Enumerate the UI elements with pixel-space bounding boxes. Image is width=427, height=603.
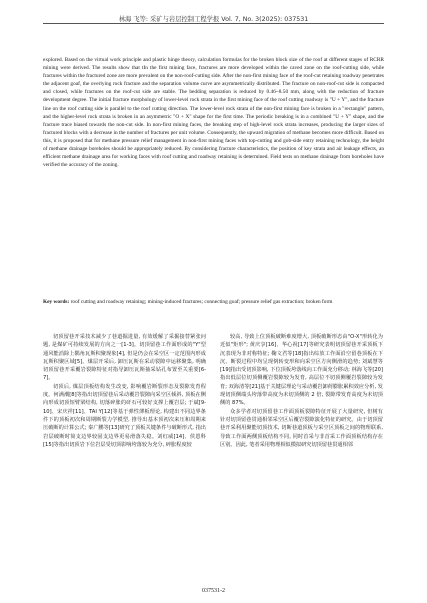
header-rule	[43, 23, 384, 24]
page-number: 037531-2	[202, 588, 225, 594]
body-paragraph: 切顶后, 煤层顶板结构发生改变, 影响覆岩断裂形态及裂隙发育程度。何满潮[8]等指出切顶留巷后采动覆岩裂隙向采空区倾斜, 顶板在侧向形成切顶短臂梁结构, 切落碎胀的矸石可较好支撑上覆岩层; 于斌[9-10]、宋庆祥[11]、TAI Y[12]等基于弹性薄板理论, 构建出不同边界条件下的顶板初次和周期断裂力学模型, 推导出基本顶初次来压和周期来压破断的计算公式; 秦广鹏等[13]研究了顶板关键条件与破断形式, 指出岩层破断时简支边界较固支边界更易滑落失稳。刘红威[14]、侯恩科[15]等指出切顶岩下位岩层受切顶影响垮落较为充分, 碎胀程度较	[43, 383, 206, 448]
body-column-left	[43, 333, 206, 449]
body-column-right	[220, 333, 383, 449]
running-head: 林海 飞等: 采矿与岩层控制工程学报 Vol. 7, No. 3(2025): 037531	[118, 16, 309, 23]
keywords-text: roof cutting and roadway retaining; mining-induced fractures; connecting goaf; pressure relief gas extraction; broken form	[70, 299, 333, 305]
abstract-text: explored. Based on the virtual work principle and plastic hinge theory, calculation formulas for the broken block size of the roof at different stages of RCRR mining were derived. The results show that tIn the first mining face, fractures are more developed within the caved zone on the roof-cutting side, while fractures within the fractured zone are more prevalent on the non-roof-cutting side. After the non-first mining face of the roof-cut retaining roadway penetrates the adjacent goaf, the overlying rock fracture and the separation volume curve are asymmetrically distributed. The fracture on non-roof-cut side is compacted and closed, while fractures on the roof-cut side are stable. The bedding separation is reduced by 0.46~8.50 mm, along with the reduction of fracture development degree. The initial fracture morphology of lower-level rock strata in the first mining face of the roof cutting roadway is "U + Y", and the fracture line on the roof cutting side is parallel to the roof cutting direction. The lower-level rock strata of the non-first mining face is broken in a "rectangle" pattern, and the higher-level rock strata is broken in an asymmetric "O + X" shape for the first time. The periodic breaking is in a combined "U + Y" shape, and the fracture trace biased towards the non-cut side. In non-first mining faces, the breaking step of high-level rock strata increases, producing the larger sizes of fractured blocks with a decrease in the number of fractures per unit volume. Consequently, the upward migration of methane becomes more difficult. Based on this, it is proposed that for methane pressure relief management in non-first mining faces with top-cutting and gob-side entry retaining technology, the height of methane drainage boreholes should be appropriately reduced. By considering fracture characteristics, the position of key strata and air leakage effects, an efficient methane drainage area for working faces with roof cutting and roadway retaining is determined. Field tests on methane drainage from boreholes have verified the accuracy of the zoning.	[43, 57, 384, 169]
keywords	[43, 298, 384, 306]
keywords-label: Key words:	[43, 299, 70, 305]
body-paragraph: 众多学者对切顶留巷工作面顶板裂隙特征开展了大量研究, 但树有针对切顶留巷贯通相邻采空区后覆岩裂隙演化特征的研究。由于切顶留巷开采利用聚能切顶技术, 切断巷道顶板与采空区顶板之间的物理联系, 导致工作面两侧顶板结构不同, 同时首采与非首采工作面顶板结构存在区别。因此, 笔者采用物理相似模拟研究切顶留巷贯通相邻	[220, 408, 383, 448]
body-paragraph: 切顶留巷开采技术减少了巷道掘进量, 有效缓解了采掘接替紧张问题, 是煤矿可持续发展的方向之一[1-3]。切顶留巷工作面形成的"Y"型通风能消除上隅角瓦斯积聚现象[4], 但是仍会在采空区一定范围内形成瓦斯积聚区域[5]。煤层开采后, 卸压瓦斯在采动裂隙中运移聚集, 明确切顶留巷开采覆岩裂隙特征对指导卸压瓦斯抽采钻孔布置至关重要[6-7]。	[43, 334, 206, 382]
body-paragraph: 较高, 导致上位顶板破断难度增大, 顶板破断形态由"O-X"形转化为近似"矩形"; 黄庆享[16]、华心祝[17]等研究表明切顶留巷开采顶板下沉表现为非对称特征; 鞠文君等[18]指出综放工作面沿空留巷顶板在下沉、断裂过程中均呈现倒转变形和向采空区方向侧滑的趋势; 刘斌慧等[19]指出受切顶影响, 下位顶板垮落线向工作面充分移动; 林海飞等[20]指出低层位切顶侧覆岩裂隙较为发育, 高层位不切顶侧覆岩裂隙较为发育; 双海清等[21]基于关键层理论与采动覆岩卸荷膨胀累积效应分析, 发现切顶侧端头垮落带高度为未切顶侧的 2 倍, 裂隙带发育高度为未切顶侧的 87%。	[220, 334, 383, 407]
